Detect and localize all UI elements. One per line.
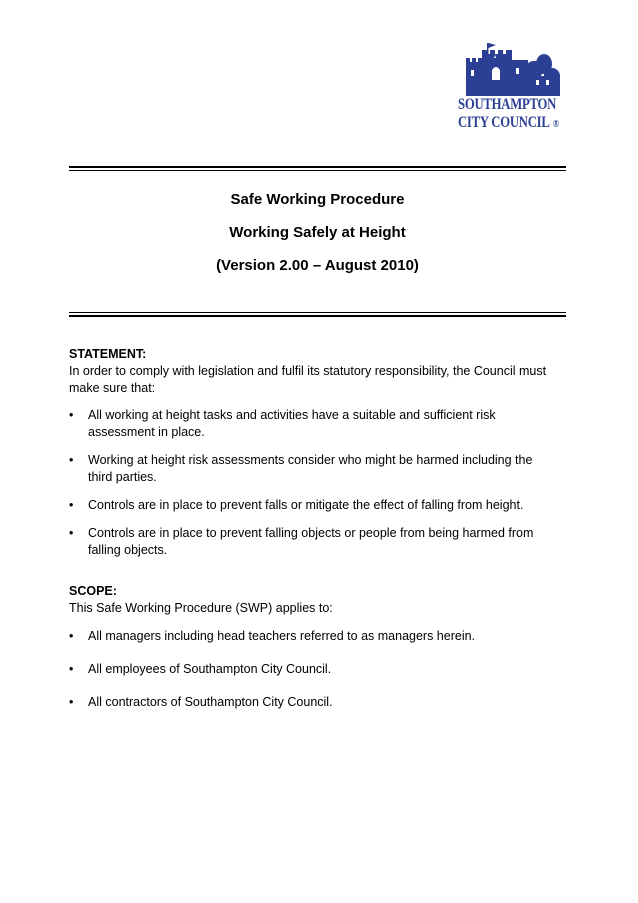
bottom-rule — [69, 312, 566, 317]
list-item-line: All contractors of Southampton City Council. — [88, 695, 333, 709]
list-item-line: All working at height tasks and activities have a suitable and sufficient risk — [88, 408, 496, 422]
bullet-icon: • — [69, 453, 74, 467]
list-item-line: All employees of Southampton City Council. — [88, 662, 332, 676]
registered-mark: ® — [552, 119, 559, 130]
scope-list — [69, 628, 569, 711]
list-item — [69, 661, 569, 678]
statement-heading: STATEMENT: — [69, 347, 147, 361]
document-body — [69, 346, 569, 711]
list-item — [69, 452, 569, 486]
list-item-line: falling objects. — [88, 543, 168, 557]
document-title-block — [69, 190, 566, 276]
list-item — [69, 497, 569, 514]
top-rule-thick — [69, 166, 566, 168]
list-item-line: Controls are in place to prevent falling objects or people from being harmed from — [88, 526, 534, 540]
list-item — [69, 694, 569, 711]
list-item-line: third parties. — [88, 470, 157, 484]
list-item-line: Controls are in place to prevent falls or mitigate the effect of falling from height. — [88, 498, 524, 512]
document-subtitle: Working Safely at Height — [229, 224, 406, 241]
bullet-icon: • — [69, 629, 74, 643]
castle-tower-logo-icon — [458, 40, 574, 98]
council-logo — [458, 40, 574, 136]
bullet-icon: • — [69, 498, 74, 512]
bottom-rule-thick — [69, 315, 566, 317]
bottom-rule-thin — [69, 312, 566, 313]
statement-list — [69, 407, 569, 559]
statement-intro-line-2: make sure that: — [69, 381, 156, 395]
list-item — [69, 525, 569, 559]
list-item — [69, 628, 569, 645]
top-rule-thin — [69, 170, 566, 171]
top-rule — [69, 166, 566, 171]
list-item-line: Working at height risk assessments consider who might be harmed including the — [88, 453, 533, 467]
bullet-icon: • — [69, 695, 74, 709]
document-title: Safe Working Procedure — [230, 191, 405, 208]
logo-text-city-council — [458, 114, 559, 132]
bullet-icon: • — [69, 526, 74, 540]
bullet-icon: • — [69, 662, 74, 676]
statement-intro-line-1: In order to comply with legislation and fulfil its statutory responsibility, the Council must — [69, 364, 547, 378]
logo-text-southampton: SOUTHAMPTON — [458, 96, 557, 113]
list-item — [69, 407, 569, 441]
document-version: (Version 2.00 – August 2010) — [216, 257, 419, 274]
list-item-line: All managers including head teachers referred to as managers herein. — [88, 629, 476, 643]
list-item-line: assessment in place. — [88, 425, 205, 439]
scope-heading: SCOPE: — [69, 584, 117, 598]
bullet-icon: • — [69, 408, 74, 422]
scope-intro: This Safe Working Procedure (SWP) applies to: — [69, 601, 333, 615]
logo-text-city-council-label: CITY COUNCIL — [458, 114, 550, 131]
